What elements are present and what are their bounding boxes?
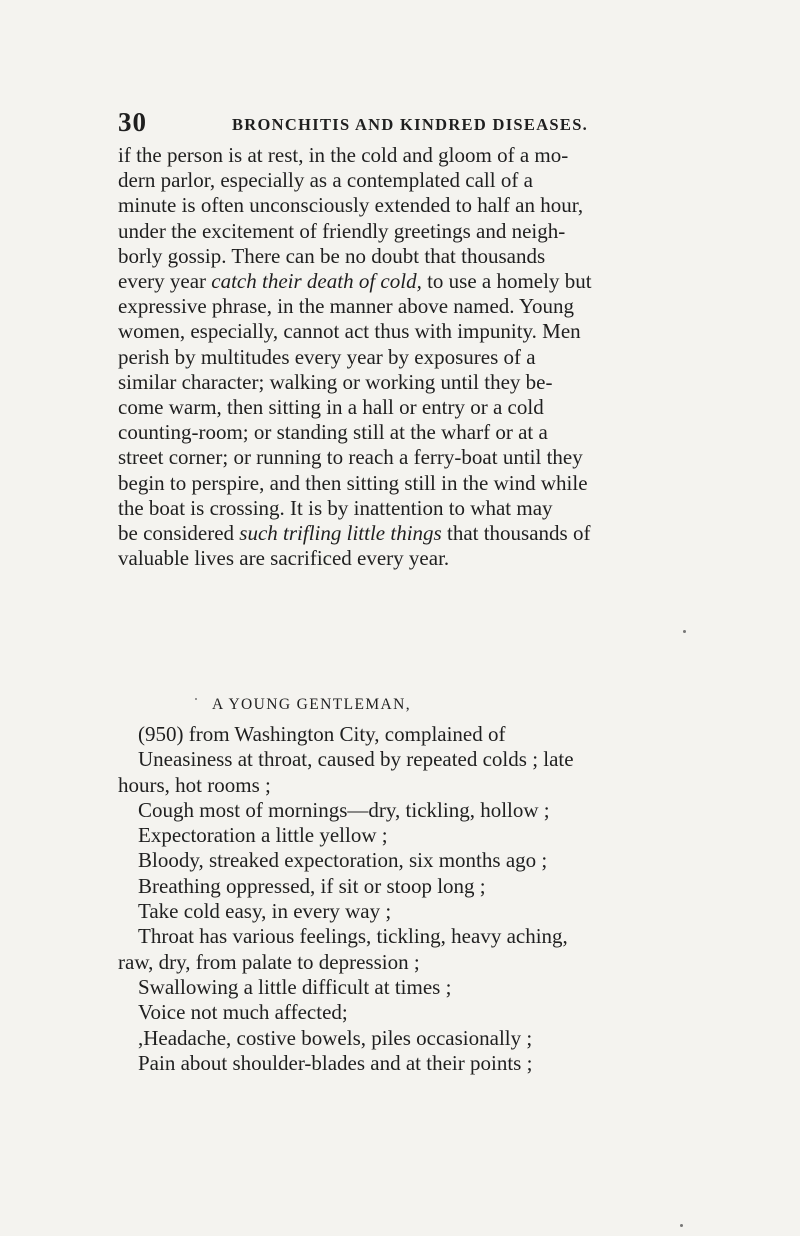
italic-phrase: such trifling little things xyxy=(239,521,442,546)
paragraph-line: perish by multitudes every year by exposures of a xyxy=(118,344,536,369)
paper-speck xyxy=(683,630,686,633)
paragraph-line: street corner; or running to reach a ferry-boat until they xyxy=(118,445,583,470)
case-symptoms xyxy=(118,722,688,1076)
paragraph-line: if the person is at rest, in the cold and gloom of a mo- xyxy=(118,143,569,167)
paragraph-line: every year catch their death of cold, to use a homely but xyxy=(118,269,592,294)
case-line: Swallowing a little difficult at times ; xyxy=(138,974,452,999)
paragraph-line: counting-room; or standing still at the wharf or at a xyxy=(118,420,548,445)
paragraph-line: borly gossip. There can be no doubt that thousands xyxy=(118,243,546,268)
paragraph-line: minute is often unconsciously extended to half an hour, xyxy=(118,193,584,218)
case-line: (950) from Washington City, complained of xyxy=(138,722,506,746)
case-line: Cough most of mornings—dry, tickling, hollow ; xyxy=(138,797,550,822)
italic-phrase: catch their death of cold, xyxy=(211,269,422,294)
paragraph-line: come warm, then sitting in a hall or entry or a cold xyxy=(118,395,544,420)
case-heading: A YOUNG GENTLEMAN, xyxy=(212,696,411,713)
paragraph-line: begin to perspire, and then sitting still in the wind while xyxy=(118,470,588,495)
case-line: Voice not much affected; xyxy=(138,1000,348,1025)
case-line: Expectoration a little yellow ; xyxy=(138,823,388,848)
paragraph-line: women, especially, cannot act thus with impunity. Men xyxy=(118,319,581,344)
paragraph-line: the boat is crossing. It is by inattention to what may xyxy=(118,495,553,520)
case-line: ,Headache, costive bowels, piles occasionally ; xyxy=(138,1025,533,1050)
paragraph-line: under the excitement of friendly greetings and neigh- xyxy=(118,218,566,243)
case-line: Breathing oppressed, if sit or stoop long ; xyxy=(138,873,486,898)
case-line: raw, dry, from palate to depression ; xyxy=(118,949,420,974)
paper-speck xyxy=(680,1224,683,1227)
paragraph-line: valuable lives are sacrificed every year. xyxy=(118,546,450,571)
case-line: Pain about shoulder-blades and at their points ; xyxy=(138,1050,533,1075)
case-line: Bloody, streaked expectoration, six months ago ; xyxy=(138,848,548,873)
paragraph-line: similar character; walking or working until they be- xyxy=(118,369,553,394)
body-paragraph xyxy=(118,143,678,571)
paper-speck xyxy=(195,698,197,700)
case-line: Take cold easy, in every way ; xyxy=(138,899,392,924)
paragraph-line: dern parlor, especially as a contemplated call of a xyxy=(118,168,533,193)
running-head-title: BRONCHITIS AND KINDRED DISEASES. xyxy=(232,115,589,134)
paragraph-line: expressive phrase, in the manner above named. Young xyxy=(118,294,575,319)
page-number: 30 xyxy=(118,107,147,137)
paragraph-line: be considered such trifling little things that thousands of xyxy=(118,521,591,546)
case-line: hours, hot rooms ; xyxy=(118,772,271,797)
case-line: Uneasiness at throat, caused by repeated colds ; late xyxy=(138,747,574,772)
case-line: Throat has various feelings, tickling, heavy aching, xyxy=(138,924,568,949)
